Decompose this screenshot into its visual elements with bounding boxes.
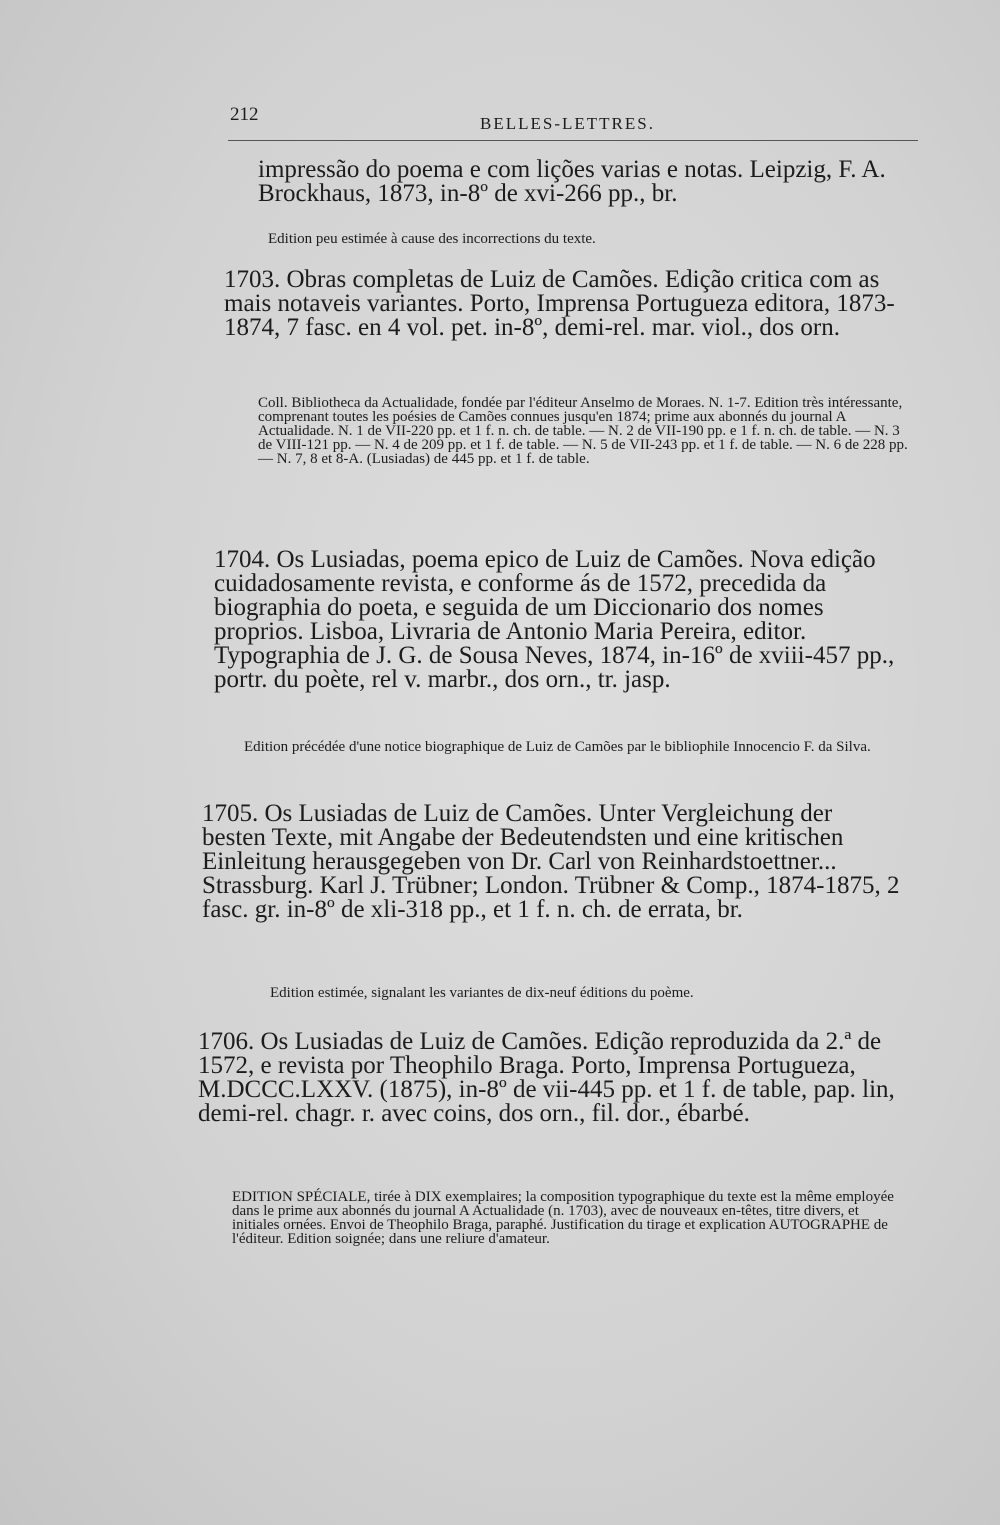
entry-continuation-text: impressão do poema e com lições varias e notas. Leipzig, F. A. Brockhaus, 1873, in-8º de xvi-266 pp., br. xyxy=(258,156,886,207)
entry-text: Os Lusiadas de Luiz de Camões. Unter Vergleichung der besten Texte, mit Angabe der Bedeutendsten und eine kritischen Einleitung herausgegeben von Dr. Carl von Reinhardstoettner... Strassburg. Karl J. Trübner; London. Trübner & Comp., 1874-1875, 2 fasc. gr. in-8º de xli-318 pp., et 1 f. n. ch. de errata, br. xyxy=(202,800,900,923)
page-header xyxy=(228,100,918,141)
entry-number: 1703. xyxy=(224,266,281,293)
entry-number: 1706. xyxy=(198,1028,255,1055)
entry-number: 1705. xyxy=(202,800,259,827)
entry-1704-note: Edition précédée d'une notice biographique de Luiz de Camões par le bibliophile Innocencio F. da Silva. xyxy=(244,739,871,755)
entry-1703 xyxy=(224,268,914,340)
entry-1704 xyxy=(214,548,904,692)
entry-continuation-note: Edition peu estimée à cause des incorrections du texte. xyxy=(268,231,596,247)
running-title: BELLES-LETTRES. xyxy=(480,114,655,133)
entry-1703-note: Coll. Bibliotheca da Actualidade, fondée par l'éditeur Anselmo de Moraes. N. 1-7. Edition très intéressante, comprenant toutes les poésies de Camões connues jusqu'en 1874; prime aux abonnés du journal A Actualidade. N. 1 de VII-220 pp. et 1 f. n. ch. de table. — N. 2 de VII-190 pp. e 1 f. n. ch. de table. — N. 3 de VIII-121 pp. — N. 4 de 209 pp. et 1 f. de table. — N. 5 de VII-243 pp. et 1 f. de table. — N. 6 de 228 pp. — N. 7, 8 et 8-A. (Lusiadas) de 445 pp. et 1 f. de table. xyxy=(258,395,908,467)
entry-text: Os Lusiadas de Luiz de Camões. Edição reproduzida da 2.ª de 1572, e revista por Theophilo Braga. Porto, Imprensa Portugueza, M.DCCC.LXXV. (1875), in-8º de vii-445 pp. et 1 f. de table, pap. lin, demi-rel. chagr. r. avec coins, dos orn., fil. dor., ébarbé. xyxy=(198,1028,895,1127)
page-number: 212 xyxy=(230,104,259,125)
entry-1705-note: Edition estimée, signalant les variantes de dix-neuf éditions du poème. xyxy=(270,985,694,1001)
entry-1705 xyxy=(202,802,902,922)
entry-text: Os Lusiadas, poema epico de Luiz de Camões. Nova edição cuidadosamente revista, e conforme ás de 1572, precedida da biographia do poeta, e seguida de um Diccionario dos nomes proprios. Lisboa, Livraria de Antonio Maria Pereira, editor. Typographia de J. G. de Sousa Neves, 1874, in-16º de xviii-457 pp., portr. du poète, rel v. marbr., dos orn., tr. jasp. xyxy=(214,546,895,693)
entry-number: 1704. xyxy=(214,546,271,573)
entry-1706-note: EDITION SPÉCIALE, tirée à DIX exemplaires; la composition typographique du texte est la même employée dans le prime aux abonnés du journal A Actualidade (n. 1703), avec de nouveaux en-têtes, titre divers, et initiales ornées. Envoi de Theophilo Braga, paraphé. Justification du tirage et explication AUTOGRAPHE de l'éditeur. Edition soignée; dans une reliure d'amateur. xyxy=(232,1189,894,1247)
entry-text: Obras completas de Luiz de Camões. Edição critica com as mais notaveis variantes. Porto, Imprensa Portugueza editora, 1873-1874, 7 fasc. en 4 vol. pet. in-8º, demi-rel. mar. viol., dos orn. xyxy=(224,266,895,341)
entry-1706 xyxy=(198,1030,898,1126)
